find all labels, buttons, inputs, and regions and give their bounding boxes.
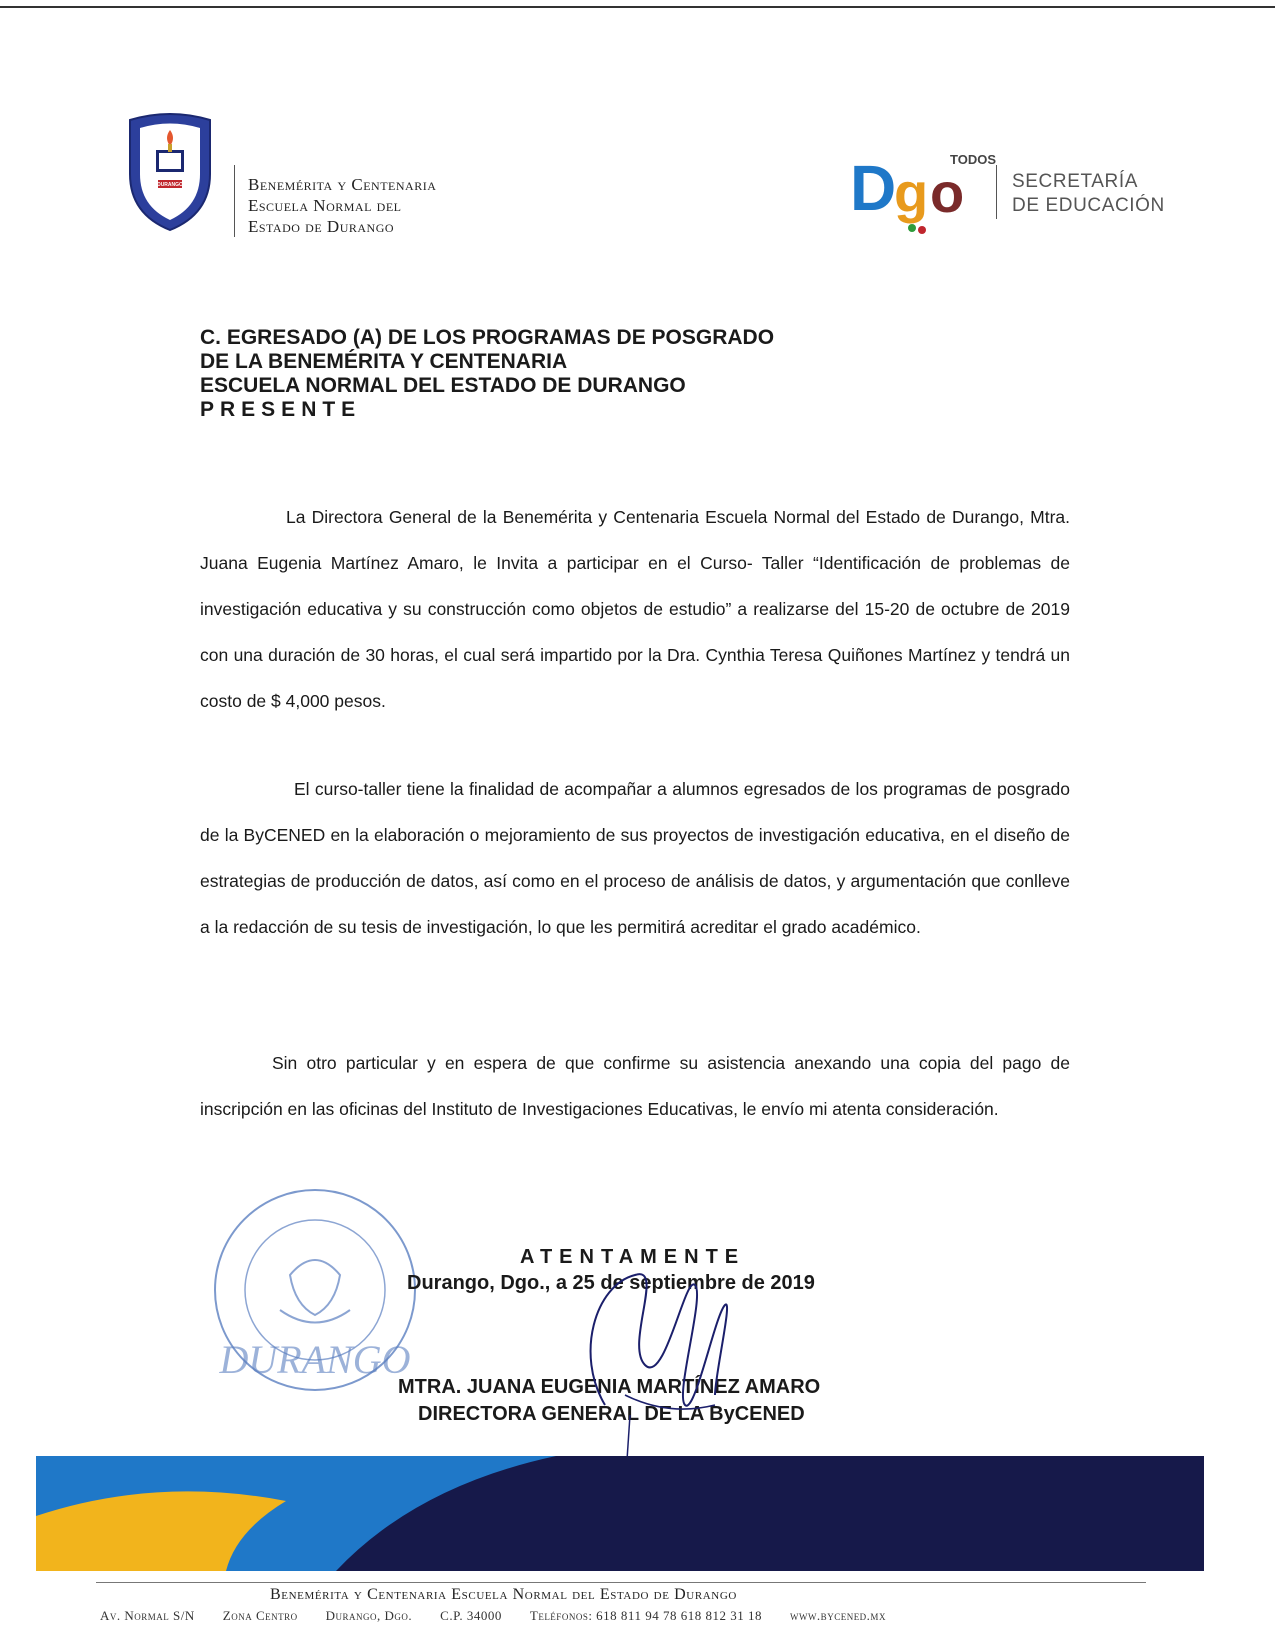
signer-title: DIRECTORA GENERAL DE LA ByCENED — [418, 1403, 805, 1425]
school-name — [248, 174, 436, 237]
secretaria-line2: DE EDUCACIÓN — [1012, 195, 1165, 216]
dgo-logo — [850, 150, 996, 240]
handwritten-signature — [565, 1255, 755, 1465]
paragraph-closing: Sin otro particular y en espera de que confirme su asistencia anexando una copia del pago de inscripción en las oficinas del Instituto de Investigaciones Educativas, le envío mi atenta consideración. — [200, 1053, 1070, 1119]
school-name-line1: Benemérita y Centenaria — [248, 175, 437, 194]
paragraph-invitation: La Directora General de la Benemérita y Centenaria Escuela Normal del Estado de Durango, Mtra. Juana Eugenia Martínez Amaro, le Invita a participar en el Curso- Taller “Identificación de problemas de investigación educativa y su construcción como objetos de estudio” a realizarse del 15-20 de octubre de 2019 con una duración de 30 horas, el cual será impartido por la Dra. Cynthia Teresa Quiñones Martínez y tendrá un costo de $ 4,000 pesos. — [200, 507, 1070, 711]
svg-text:DURANGO: DURANGO — [219, 1337, 411, 1382]
svg-text:DURANGO: DURANGO — [157, 182, 183, 188]
closing-date: Durango, Dgo., a 25 de septiembre de 2019 — [407, 1272, 815, 1294]
signer-name: MTRA. JUANA EUGENIA MARTÍNEZ AMARO — [398, 1376, 821, 1398]
svg-text:TODOS: TODOS — [950, 152, 996, 167]
secretaria-line1: SECRETARÍA — [1012, 171, 1139, 192]
footer-rule — [96, 1582, 1146, 1583]
school-name-line2: Escuela Normal del — [248, 196, 402, 215]
addressee-line3: ESCUELA NORMAL DEL ESTADO DE DURANGO — [200, 374, 686, 397]
footer-city: Durango, Dgo. — [325, 1608, 413, 1623]
school-divider — [234, 165, 235, 237]
body-paragraph-3 — [200, 1040, 1070, 1132]
footer-postal-code: C.P. 34000 — [440, 1608, 502, 1623]
closing-salutation: ATENTAMENTE — [520, 1246, 746, 1268]
footer-banner — [36, 1456, 1204, 1571]
school-crest-logo — [124, 110, 216, 234]
official-seal — [210, 1185, 420, 1395]
footer-zone: Zona Centro — [222, 1608, 298, 1623]
school-name-line3: Estado de Durango — [248, 217, 395, 236]
footer-website[interactable]: www.bycened.mx — [789, 1608, 886, 1623]
svg-text:o: o — [930, 161, 965, 224]
svg-text:D: D — [850, 152, 897, 224]
addressee-presente: PRESENTE — [200, 398, 362, 421]
footer-school-name: Benemérita y Centenaria Escuela Normal del Estado de Durango — [270, 1586, 737, 1603]
footer-address — [100, 1608, 1160, 1624]
top-rule — [0, 6, 1275, 8]
body-paragraph-2 — [200, 766, 1070, 950]
footer-phones: Teléfonos: 618 811 94 78 618 812 31 18 — [529, 1608, 762, 1623]
paragraph-purpose: El curso-taller tiene la finalidad de acompañar a alumnos egresados de los programas de posgrado de la ByCENED en la elaboración o mejoramiento de sus proyectos de investigación educativa, en el diseño de estrategias de producción de datos, así como en el proceso de análisis de datos, y argumentación que conlleve a la redacción de su tesis de investigación, lo que les permitirá acreditar el grado académico. — [200, 779, 1070, 937]
addressee-block — [200, 326, 774, 422]
addressee-line2: DE LA BENEMÉRITA Y CENTENARIA — [200, 350, 568, 373]
footer-street: Av. Normal S/N — [100, 1608, 195, 1623]
svg-text:g: g — [894, 161, 929, 224]
secretaria-name — [1012, 170, 1165, 218]
addressee-line1: C. EGRESADO (A) DE LOS PROGRAMAS DE POSGRADO — [200, 326, 775, 349]
secretaria-divider — [996, 165, 997, 219]
body-paragraph-1 — [200, 494, 1070, 724]
